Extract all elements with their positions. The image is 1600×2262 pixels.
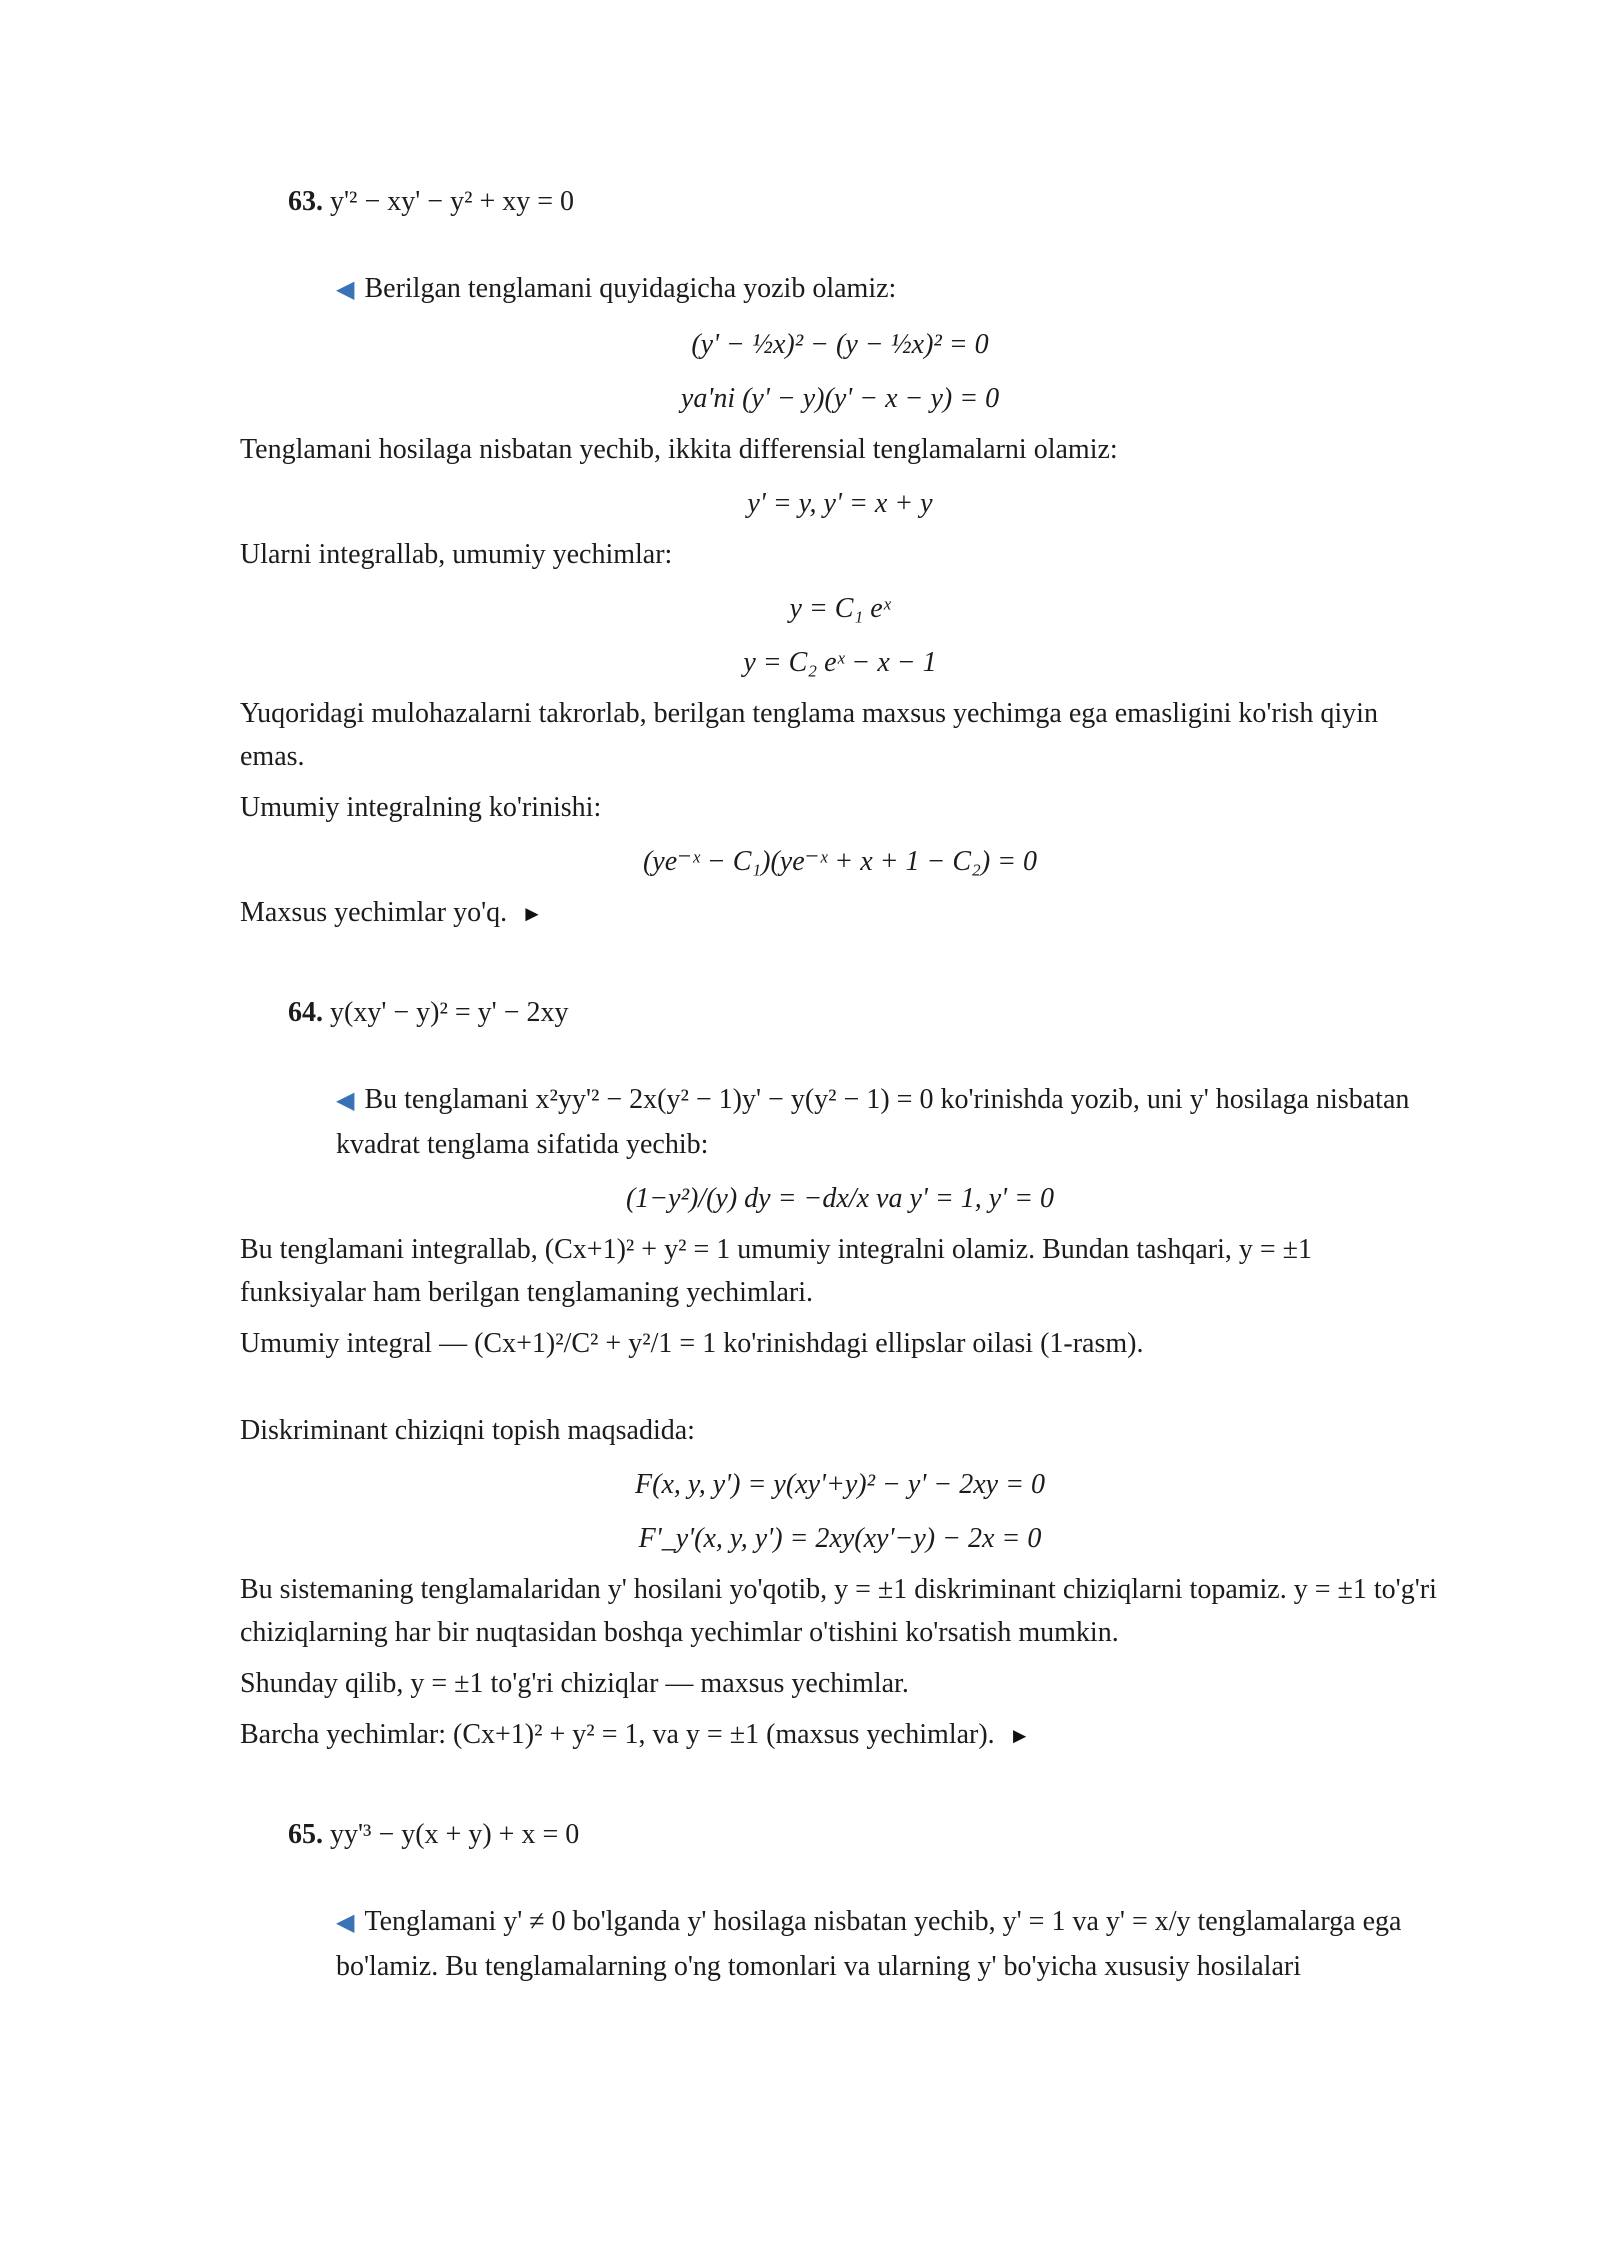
intro-text: Tenglamani y' ≠ 0 bo'lganda y' hosilaga nisbatan yechib, y' = 1 va y' = x/y tenglamalarga ega bo'lamiz. Bu tenglamalarning o'ng tomonlari va ularning y' bo'yicha xususiy hosilalari (336, 1906, 1402, 1982)
paragraph: Yuqoridagi mulohazalarni takrorlab, berilgan tenglama maxsus yechimga ega emasligini ko'rish qiyin emas. (240, 698, 1378, 772)
intro-text: Bu tenglamani x²yy'² − 2x(y² − 1)y' − y(y² − 1) = 0 ko'rinishda yozib, uni y' hosilaga nisbatan kvadrat tenglama sifatida yechib: (336, 1084, 1410, 1160)
equation: y = C₂ eˣ − x − 1 (743, 647, 937, 678)
conclusion-text: Maxsus yechimlar yo'q. (240, 897, 508, 928)
paragraph: Umumiy integralning ko'rinishi: (240, 792, 602, 823)
solution-intro (336, 1900, 1440, 1988)
solution-intro (336, 267, 1440, 312)
document-page (240, 180, 1440, 1996)
equation: (ye⁻ˣ − C₁)(ye⁻ˣ + x + 1 − C₂) = 0 (642, 846, 1038, 877)
paragraph: Tenglamani hosilaga nisbatan yechib, ikkita differensial tenglamalarni olamiz: (240, 434, 1118, 465)
equation: F(x, y, y') = y(xy'+y)² − y' − 2xy = 0 (635, 1469, 1045, 1500)
paragraph: Shunday qilib, y = ±1 to'g'ri chiziqlar — maxsus yechimlar. (240, 1668, 909, 1699)
problem-63-heading (288, 180, 1440, 223)
problem-65-heading (288, 1813, 1440, 1856)
equation: F'_y'(x, y, y') = 2xy(xy'−y) − 2x = 0 (638, 1523, 1042, 1554)
end-marker-icon: ► (521, 901, 543, 926)
paragraph (240, 1713, 1440, 1757)
intro-text: Berilgan tenglamani quyidagicha yozib olamiz: (364, 273, 897, 304)
paragraph: Bu tenglamani integrallab, (Cx+1)² + y² = 1 umumiy integralni olamiz. Bundan tashqari, y = ±1 funksiyalar ham berilgan tenglamaning yechimlari. (240, 1234, 1313, 1308)
end-marker-icon: ► (1008, 1723, 1031, 1748)
paragraph: Bu sistemaning tenglamalaridan y' hosilani yo'qotib, y = ±1 diskriminant chiziqlarni topamiz. y = ±1 to'g'ri chiziqlarning har bir nuqtasidan boshqa yechimlar o'tishini ko'rsatish mumkin. (240, 1574, 1437, 1648)
problem-number: 64. (288, 997, 323, 1028)
equation: y = C₁ eˣ (789, 593, 891, 624)
equation: ya'ni (y' − y)(y' − x − y) = 0 (680, 383, 1000, 414)
problem-64-heading (288, 991, 1440, 1034)
paragraph: Ularni integrallab, umumiy yechimlar: (240, 539, 673, 570)
equation: (1−y²)/(y) dy = −dx/x va y' = 1, y' = 0 (625, 1183, 1055, 1214)
problem-equation: y'² − xy' − y² + xy = 0 (330, 186, 575, 217)
conclusion-text: Barcha yechimlar: (Cx+1)² + y² = 1, va y = ±1 (maxsus yechimlar). (240, 1719, 995, 1750)
paragraph: Umumiy integral — (Cx+1)²/C² + y²/1 = 1 ko'rinishdagi ellipslar oilasi (1-rasm). (240, 1328, 1144, 1359)
equation: y' = y, y' = x + y (747, 488, 933, 519)
start-marker-icon: ◀ (336, 1088, 355, 1114)
problem-number: 65. (288, 1819, 323, 1850)
problem-number: 63. (288, 186, 323, 217)
start-marker-icon: ◀ (336, 1910, 355, 1936)
start-marker-icon: ◀ (336, 277, 355, 303)
equation: (y' − ½x)² − (y − ½x)² = 0 (691, 329, 989, 360)
paragraph: Diskriminant chiziqni topish maqsadida: (240, 1415, 695, 1446)
paragraph (240, 891, 1440, 935)
problem-equation: yy'³ − y(x + y) + x = 0 (330, 1819, 580, 1850)
problem-equation: y(xy' − y)² = y' − 2xy (330, 997, 569, 1028)
solution-intro (336, 1078, 1440, 1166)
